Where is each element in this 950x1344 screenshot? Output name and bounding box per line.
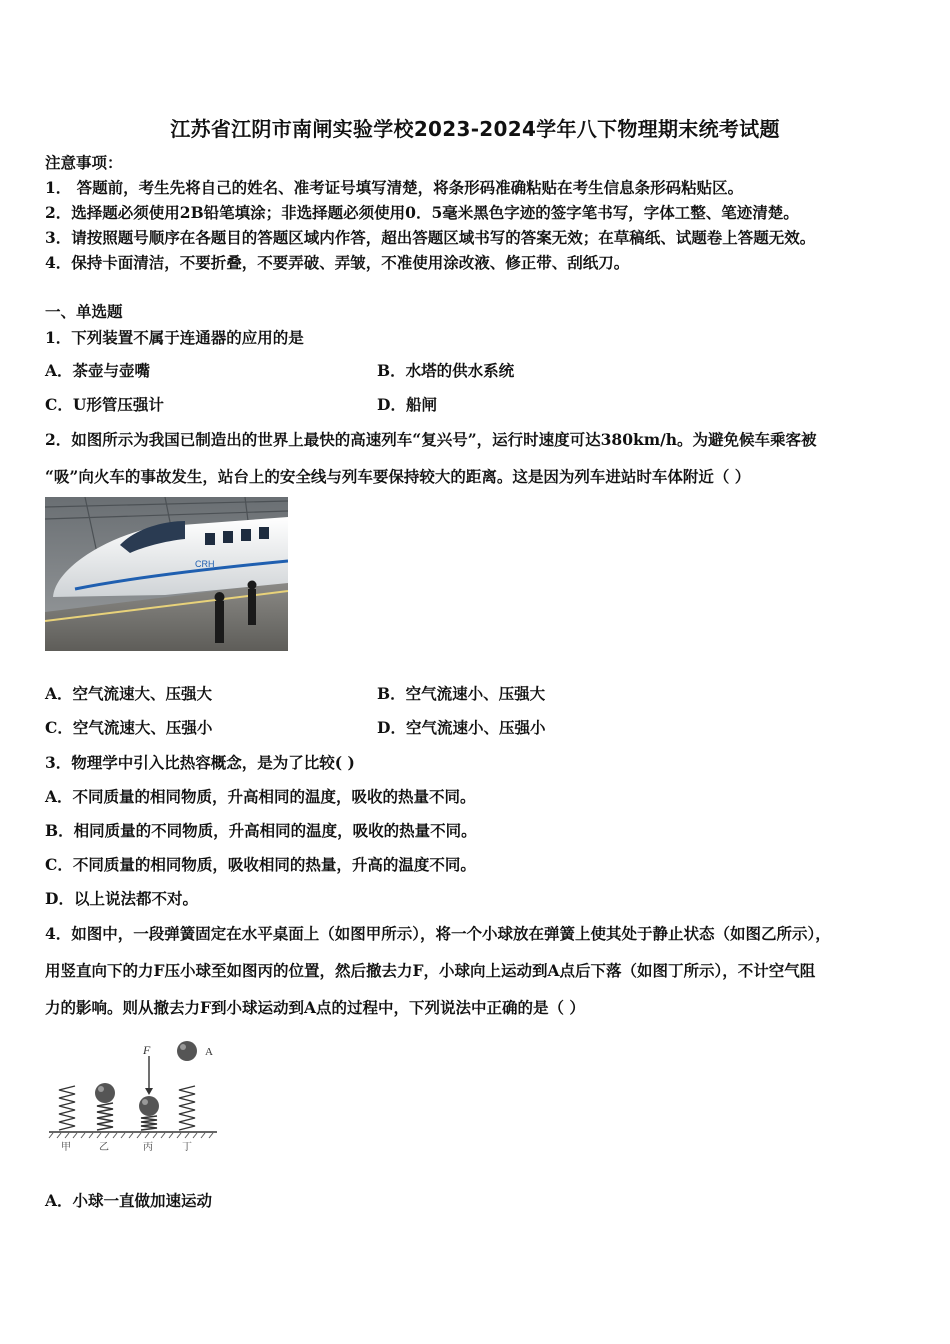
question-4-stem-line1: 4．如图中，一段弹簧固定在水平桌面上（如图甲所示），将一个小球放在弹簧上使其处于静止状态（如图乙所示），	[45, 924, 831, 943]
page-title: 江苏省江阴市南闸实验学校2023-2024学年八下物理期末统考试题	[170, 117, 780, 141]
force-label: F	[143, 1043, 151, 1057]
notice-item: 2．选择题必须使用2B铅笔填涂；非选择题必须使用0．5毫米黑色字迹的签字笔书写，字体工整、笔迹清楚。	[45, 203, 799, 222]
q3-option-a: A．不同质量的相同物质，升高相同的温度，吸收的热量不同。	[45, 787, 476, 806]
caption-jia: 甲	[61, 1142, 71, 1153]
notice-item: 4．保持卡面清洁，不要折叠，不要弄破、弄皱，不准使用涂改液、修正带、刮纸刀。	[45, 253, 630, 272]
question-2-stem-line1: 2．如图所示为我国已制造出的世界上最快的高速列车“复兴号”，运行时速度可达380km/h。为避免候车乘客被	[45, 430, 817, 449]
question-4-stem-line2: 用竖直向下的力F压小球至如图丙的位置，然后撤去力F，小球向上运动到A点后下落（如图丁所示），不计空气阻	[45, 961, 816, 980]
q2-option-c: C．空气流速大、压强小	[45, 718, 213, 737]
q1-option-c: C．U形管压强计	[45, 395, 164, 414]
q1-option-a: A．茶壶与壶嘴	[45, 361, 151, 380]
train-photo	[45, 497, 288, 651]
question-3-stem: 3．物理学中引入比热容概念，是为了比较( )	[45, 753, 355, 772]
q1-option-d: D．船闸	[377, 395, 437, 414]
q3-option-b: B．相同质量的不同物质，升高相同的温度，吸收的热量不同。	[45, 821, 477, 840]
q2-option-d: D．空气流速小、压强小	[377, 718, 546, 737]
q4-option-a: A．小球一直做加速运动	[45, 1191, 213, 1210]
q2-option-b: B．空气流速小、压强大	[377, 684, 546, 703]
notice-item: 1． 答题前，考生先将自己的姓名、准考证号填写清楚，将条形码准确粘贴在考生信息条形码粘贴区。	[45, 178, 744, 197]
question-2-stem-line2: “吸”向火车的事故发生，站台上的安全线与列车要保持较大的距离。这是因为列车进站时车体附近（ ）	[45, 467, 751, 486]
q3-option-c: C．不同质量的相同物质，吸收相同的热量，升高的温度不同。	[45, 855, 476, 874]
q3-option-d: D．以上说法都不对。	[45, 889, 198, 908]
train-logo-text: CRH	[195, 559, 215, 569]
spring-diagram	[45, 1038, 220, 1153]
q1-option-b: B．水塔的供水系统	[377, 361, 515, 380]
question-4-stem-line3: 力的影响。则从撤去力F到小球运动到A点的过程中，下列说法中正确的是（ ）	[45, 998, 585, 1017]
caption-ding: 丁	[182, 1142, 192, 1153]
question-1-stem: 1．下列装置不属于连通器的应用的是	[45, 328, 304, 347]
notice-heading: 注意事项：	[45, 153, 123, 172]
caption-bing: 丙	[143, 1142, 153, 1153]
notice-item: 3．请按照题号顺序在各题目的答题区域内作答，超出答题区域书写的答案无效；在草稿纸、试题卷上答题无效。	[45, 228, 816, 247]
point-a-label: A	[205, 1046, 213, 1058]
section-heading: 一、单选题	[45, 302, 123, 321]
caption-yi: 乙	[99, 1142, 109, 1153]
q2-option-a: A．空气流速大、压强大	[45, 684, 213, 703]
